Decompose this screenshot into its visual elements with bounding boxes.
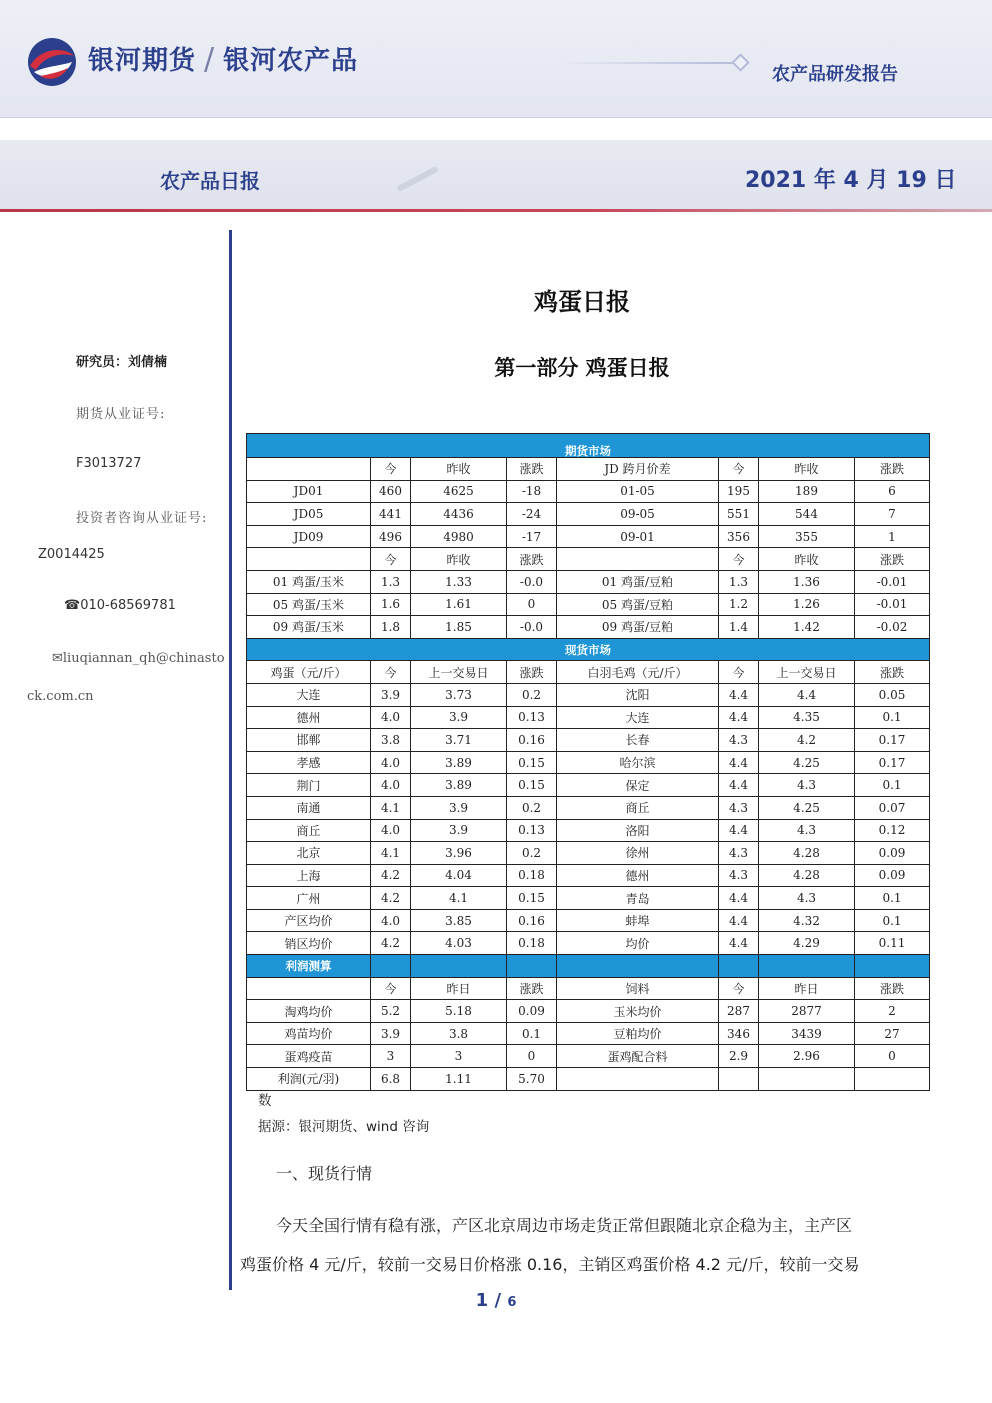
- subheader-rule: [0, 209, 992, 212]
- table-row: [247, 570, 930, 593]
- page-number: [0, 1290, 992, 1311]
- table-cell: 3.96: [411, 842, 507, 865]
- table-cell: 189: [759, 480, 855, 503]
- table-cell: JD01: [247, 480, 371, 503]
- table-cell: 荆门: [247, 774, 371, 797]
- table-cell: 白羽毛鸡（元/斤）: [557, 661, 719, 684]
- table-row: [247, 909, 930, 932]
- section-band: 现货市场: [247, 638, 930, 661]
- table-cell: 今: [719, 977, 759, 1000]
- table-cell: 涨跌: [855, 977, 930, 1000]
- page-separator: /: [494, 1290, 502, 1311]
- table-cell: 0.09: [855, 864, 930, 887]
- table-cell: 今: [371, 548, 411, 571]
- table-cell: 0.2: [507, 683, 557, 706]
- section-band-row: [247, 434, 930, 458]
- table-cell: [719, 1068, 759, 1091]
- table-cell: 3.8: [371, 729, 411, 752]
- table-cell: 保定: [557, 774, 719, 797]
- table-cell: JD09: [247, 525, 371, 548]
- table-cell: 0.2: [507, 842, 557, 865]
- table-cell: 0.11: [855, 932, 930, 955]
- table-cell: 3.71: [411, 729, 507, 752]
- table-cell: 1.61: [411, 593, 507, 616]
- table-cell: 0: [855, 1045, 930, 1068]
- section-band-cell: [371, 955, 411, 978]
- table-cell: 3.89: [411, 774, 507, 797]
- table-cell: 0.16: [507, 909, 557, 932]
- table-cell: 1.36: [759, 570, 855, 593]
- table-cell: 鸡蛋（元/斤）: [247, 661, 371, 684]
- table-cell: 均价: [557, 932, 719, 955]
- table-cell: 4.28: [759, 864, 855, 887]
- page-total: 6: [507, 1295, 517, 1310]
- table-cell: 利润(元/羽): [247, 1068, 371, 1091]
- table-cell: 1.42: [759, 616, 855, 639]
- paragraph-line-2: 鸡蛋价格 4 元/斤，较前一交易日价格涨 0.16，主销区鸡蛋价格 4.2 元/斤，较前一交易: [240, 1255, 860, 1274]
- table-row: [247, 1045, 930, 1068]
- table-cell: 1.8: [371, 616, 411, 639]
- table-cell: 6: [855, 480, 930, 503]
- table-row: [247, 480, 930, 503]
- table-cell: [247, 548, 371, 571]
- table-cell: 2877: [759, 1000, 855, 1023]
- table-cell: 287: [719, 1000, 759, 1023]
- table-row: [247, 864, 930, 887]
- table-cell: 1.2: [719, 593, 759, 616]
- table-cell: 长春: [557, 729, 719, 752]
- table-cell: 1.85: [411, 616, 507, 639]
- section-band-row: [247, 638, 930, 661]
- table-cell: 商丘: [557, 796, 719, 819]
- sidebar-divider: [229, 230, 232, 1290]
- table-cell: 4.3: [759, 819, 855, 842]
- table-header-row: [247, 977, 930, 1000]
- table-cell: 4.2: [371, 932, 411, 955]
- table-cell: 3.9: [371, 1022, 411, 1045]
- table-cell: 3.9: [411, 796, 507, 819]
- section-band: 期货市场: [247, 434, 930, 458]
- brand-main: 银河期货: [88, 46, 197, 76]
- table-cell: 5.70: [507, 1068, 557, 1091]
- table-cell: 4.2: [371, 887, 411, 910]
- table-cell: 551: [719, 503, 759, 526]
- table-row: [247, 503, 930, 526]
- table-cell: 09-05: [557, 503, 719, 526]
- table-cell: 4.3: [759, 887, 855, 910]
- table-cell: 蚌埠: [557, 909, 719, 932]
- table-cell: 昨收: [759, 458, 855, 481]
- table-cell: 4.28: [759, 842, 855, 865]
- table-cell: JD 跨月价差: [557, 458, 719, 481]
- table-cell: 今: [371, 977, 411, 1000]
- table-cell: 昨日: [759, 977, 855, 1000]
- table-cell: 27: [855, 1022, 930, 1045]
- table-cell: 4.25: [759, 796, 855, 819]
- table-cell: [247, 977, 371, 1000]
- table-cell: 0.1: [855, 887, 930, 910]
- table-cell: 商丘: [247, 819, 371, 842]
- phone-number: ☎010-68569781: [64, 598, 176, 613]
- table-cell: 今: [719, 548, 759, 571]
- table-cell: 0.05: [855, 683, 930, 706]
- table-cell: 4.3: [759, 774, 855, 797]
- table-cell: 南通: [247, 796, 371, 819]
- table-cell: 沈阳: [557, 683, 719, 706]
- table-cell: 4.0: [371, 774, 411, 797]
- table-cell: 3.73: [411, 683, 507, 706]
- table-cell: -0.01: [855, 570, 930, 593]
- table-cell: 4.3: [719, 796, 759, 819]
- table-cell: 0.17: [855, 729, 930, 752]
- table-cell: 05 鸡蛋/玉米: [247, 593, 371, 616]
- section-band-row: [247, 955, 930, 978]
- table-cell: JD05: [247, 503, 371, 526]
- table-cell: 544: [759, 503, 855, 526]
- table-cell: 4.3: [719, 864, 759, 887]
- table-cell: 09-01: [557, 525, 719, 548]
- table-cell: 0.15: [507, 751, 557, 774]
- table-cell: 0.09: [507, 1000, 557, 1023]
- table-cell: 1.26: [759, 593, 855, 616]
- email-address-cont: ck.com.cn: [27, 689, 94, 704]
- page-current: 1: [475, 1290, 489, 1311]
- section-band: 利润测算: [247, 955, 371, 978]
- table-cell: 1.33: [411, 570, 507, 593]
- advisor-label: 投资者咨询从业证号:: [76, 511, 208, 526]
- brand-divider: /: [204, 42, 216, 77]
- table-cell: 今: [371, 458, 411, 481]
- table-cell: 广州: [247, 887, 371, 910]
- table-cell: -0.0: [507, 616, 557, 639]
- table-cell: 3439: [759, 1022, 855, 1045]
- table-cell: 1.6: [371, 593, 411, 616]
- table-cell: 4.4: [719, 887, 759, 910]
- table-cell: 4.1: [411, 887, 507, 910]
- table-cell: 4.0: [371, 909, 411, 932]
- table-row: [247, 525, 930, 548]
- table-row: [247, 932, 930, 955]
- daily-label: 农产品日报: [160, 169, 260, 193]
- table-cell: 涨跌: [507, 548, 557, 571]
- table-cell: 0.07: [855, 796, 930, 819]
- table-row: [247, 706, 930, 729]
- table-cell: 0.09: [855, 842, 930, 865]
- table-cell: 4.35: [759, 706, 855, 729]
- table-cell: 0.17: [855, 751, 930, 774]
- table-cell: 昨收: [759, 548, 855, 571]
- section-band-cell: [411, 955, 507, 978]
- table-cell: 孝感: [247, 751, 371, 774]
- table-cell: 产区均价: [247, 909, 371, 932]
- table-cell: 4.0: [371, 819, 411, 842]
- table-row: [247, 887, 930, 910]
- table-cell: -0.02: [855, 616, 930, 639]
- license-label: 期货从业证号:: [76, 407, 166, 422]
- table-cell: 4980: [411, 525, 507, 548]
- table-row: [247, 683, 930, 706]
- table-cell: 4.4: [719, 751, 759, 774]
- table-cell: 4.2: [759, 729, 855, 752]
- table-cell: -0.0: [507, 570, 557, 593]
- table-cell: 涨跌: [507, 661, 557, 684]
- table-cell: 0: [507, 1045, 557, 1068]
- table-cell: 0.18: [507, 932, 557, 955]
- table-cell: 356: [719, 525, 759, 548]
- table-cell: 3: [411, 1045, 507, 1068]
- section-band-cell: [557, 955, 719, 978]
- table-cell: 441: [371, 503, 411, 526]
- table-cell: 涨跌: [855, 661, 930, 684]
- table-cell: 涨跌: [507, 458, 557, 481]
- table-cell: 460: [371, 480, 411, 503]
- table-cell: 玉米均价: [557, 1000, 719, 1023]
- table-cell: 3.9: [411, 819, 507, 842]
- table-cell: 0.12: [855, 819, 930, 842]
- table-cell: 0.15: [507, 887, 557, 910]
- table-cell: 3.8: [411, 1022, 507, 1045]
- report-date: 2021 年 4 月 19 日: [745, 168, 957, 193]
- table-row: [247, 1000, 930, 1023]
- table-cell: 蛋鸡配合料: [557, 1045, 719, 1068]
- table-cell: 5.2: [371, 1000, 411, 1023]
- paragraph-line-1: 今天全国行情有稳有涨，产区北京周边市场走货正常但跟随北京企稳为主，主产区: [276, 1216, 853, 1235]
- table-cell: -0.01: [855, 593, 930, 616]
- decorative-line: [560, 62, 735, 64]
- table-cell: 4.0: [371, 706, 411, 729]
- table-row: [247, 774, 930, 797]
- table-cell: 饲料: [557, 977, 719, 1000]
- table-cell: [759, 1068, 855, 1091]
- table-cell: 01 鸡蛋/玉米: [247, 570, 371, 593]
- section-band-cell: [855, 955, 930, 978]
- table-cell: 4.4: [719, 909, 759, 932]
- table-cell: [855, 1068, 930, 1091]
- table-cell: 大连: [557, 706, 719, 729]
- table-row: [247, 842, 930, 865]
- table-cell: 0.16: [507, 729, 557, 752]
- section-band-cell: [719, 955, 759, 978]
- table-cell: 4.25: [759, 751, 855, 774]
- table-cell: 邯郸: [247, 729, 371, 752]
- table-row: [247, 729, 930, 752]
- table-cell: 0.2: [507, 796, 557, 819]
- table-cell: 4.0: [371, 751, 411, 774]
- brand-sub: 银河农产品: [223, 46, 359, 76]
- table-cell: 1: [855, 525, 930, 548]
- table-cell: 北京: [247, 842, 371, 865]
- table-cell: 09 鸡蛋/豆粕: [557, 616, 719, 639]
- document-title: 鸡蛋日报: [534, 288, 630, 316]
- section-band-cell: [759, 955, 855, 978]
- table-cell: 今: [719, 458, 759, 481]
- email-address: ✉liuqiannan_qh@chinasto: [52, 651, 225, 666]
- table-cell: 0.1: [855, 774, 930, 797]
- table-cell: 0.13: [507, 706, 557, 729]
- table-row: [247, 819, 930, 842]
- table-cell: 355: [759, 525, 855, 548]
- table-cell: 豆粕均价: [557, 1022, 719, 1045]
- table-cell: 2.96: [759, 1045, 855, 1068]
- table-row: [247, 796, 930, 819]
- table-cell: 3.89: [411, 751, 507, 774]
- table-cell: 淘鸡均价: [247, 1000, 371, 1023]
- section-title: 第一部分 鸡蛋日报: [494, 356, 670, 380]
- table-cell: 4436: [411, 503, 507, 526]
- section-heading: 一、现货行情: [276, 1164, 373, 1183]
- advisor-number: Z0014425: [38, 547, 105, 562]
- table-cell: 1.3: [719, 570, 759, 593]
- table-cell: 3.9: [371, 683, 411, 706]
- table-cell: 1.3: [371, 570, 411, 593]
- table-cell: 徐州: [557, 842, 719, 865]
- table-row: [247, 1022, 930, 1045]
- table-cell: -18: [507, 480, 557, 503]
- table-cell: 0.13: [507, 819, 557, 842]
- table-cell: [557, 548, 719, 571]
- table-cell: 09 鸡蛋/玉米: [247, 616, 371, 639]
- table-cell: 0.1: [855, 909, 930, 932]
- table-cell: 涨跌: [855, 458, 930, 481]
- table-cell: 4.2: [371, 864, 411, 887]
- table-cell: 4.4: [719, 706, 759, 729]
- table-cell: 今: [371, 661, 411, 684]
- table-cell: 4.1: [371, 796, 411, 819]
- table-row: [247, 1068, 930, 1091]
- table-cell: 0.18: [507, 864, 557, 887]
- table-cell: 4.4: [719, 774, 759, 797]
- table-cell: 4.03: [411, 932, 507, 955]
- table-cell: 0.1: [507, 1022, 557, 1045]
- table-cell: 01-05: [557, 480, 719, 503]
- table-cell: 0.15: [507, 774, 557, 797]
- table-cell: 德州: [557, 864, 719, 887]
- data-source: 据源：银河期货、wind 咨询: [258, 1119, 430, 1135]
- table-cell: 洛阳: [557, 819, 719, 842]
- table-note-overflow: 数: [258, 1093, 272, 1109]
- table-cell: -24: [507, 503, 557, 526]
- galaxy-logo-icon: [26, 36, 78, 88]
- table-cell: 4.4: [719, 819, 759, 842]
- table-header-row: [247, 548, 930, 571]
- table-cell: 大连: [247, 683, 371, 706]
- table-cell: 2: [855, 1000, 930, 1023]
- table-cell: 4.3: [719, 729, 759, 752]
- table-cell: 3.9: [411, 706, 507, 729]
- table-cell: [247, 458, 371, 481]
- table-cell: 昨收: [411, 548, 507, 571]
- table-row: [247, 616, 930, 639]
- license-number: F3013727: [76, 456, 142, 471]
- table-cell: 1.11: [411, 1068, 507, 1091]
- section-band-cell: [507, 955, 557, 978]
- table-cell: 今: [719, 661, 759, 684]
- table-cell: 蛋鸡疫苗: [247, 1045, 371, 1068]
- table-cell: 4.3: [719, 842, 759, 865]
- table-cell: 昨收: [411, 458, 507, 481]
- table-cell: 销区均价: [247, 932, 371, 955]
- table-cell: 0.1: [855, 706, 930, 729]
- table-cell: 昨日: [411, 977, 507, 1000]
- table-cell: 上海: [247, 864, 371, 887]
- table-cell: 德州: [247, 706, 371, 729]
- table-cell: 6.8: [371, 1068, 411, 1091]
- table-row: [247, 751, 930, 774]
- table-cell: [557, 1068, 719, 1091]
- table-cell: 4.1: [371, 842, 411, 865]
- table-cell: 4.4: [719, 932, 759, 955]
- table-cell: 上一交易日: [759, 661, 855, 684]
- table-cell: 2.9: [719, 1045, 759, 1068]
- table-header-row: [247, 661, 930, 684]
- table-cell: 7: [855, 503, 930, 526]
- table-cell: 4.4: [759, 683, 855, 706]
- table-cell: 05 鸡蛋/豆粕: [557, 593, 719, 616]
- table-cell: 4.4: [719, 683, 759, 706]
- table-cell: 鸡苗均价: [247, 1022, 371, 1045]
- table-cell: 哈尔滨: [557, 751, 719, 774]
- researcher-name: 研究员：刘倩楠: [76, 355, 168, 370]
- table-cell: -17: [507, 525, 557, 548]
- table-cell: 1.4: [719, 616, 759, 639]
- table-cell: 上一交易日: [411, 661, 507, 684]
- report-type: 农产品研发报告: [772, 64, 898, 85]
- table-cell: 4.29: [759, 932, 855, 955]
- table-cell: 346: [719, 1022, 759, 1045]
- table-cell: 涨跌: [855, 548, 930, 571]
- table-cell: 4625: [411, 480, 507, 503]
- egg-data-table: [246, 433, 930, 1091]
- table-cell: 5.18: [411, 1000, 507, 1023]
- table-row: [247, 593, 930, 616]
- brand-title: [88, 40, 358, 77]
- table-cell: 496: [371, 525, 411, 548]
- table-cell: 涨跌: [507, 977, 557, 1000]
- table-cell: 4.32: [759, 909, 855, 932]
- table-cell: 青岛: [557, 887, 719, 910]
- table-cell: 195: [719, 480, 759, 503]
- table-cell: 4.04: [411, 864, 507, 887]
- table-cell: 0: [507, 593, 557, 616]
- table-header-row: [247, 458, 930, 481]
- table-cell: 01 鸡蛋/豆粕: [557, 570, 719, 593]
- table-cell: 3.85: [411, 909, 507, 932]
- table-cell: 3: [371, 1045, 411, 1068]
